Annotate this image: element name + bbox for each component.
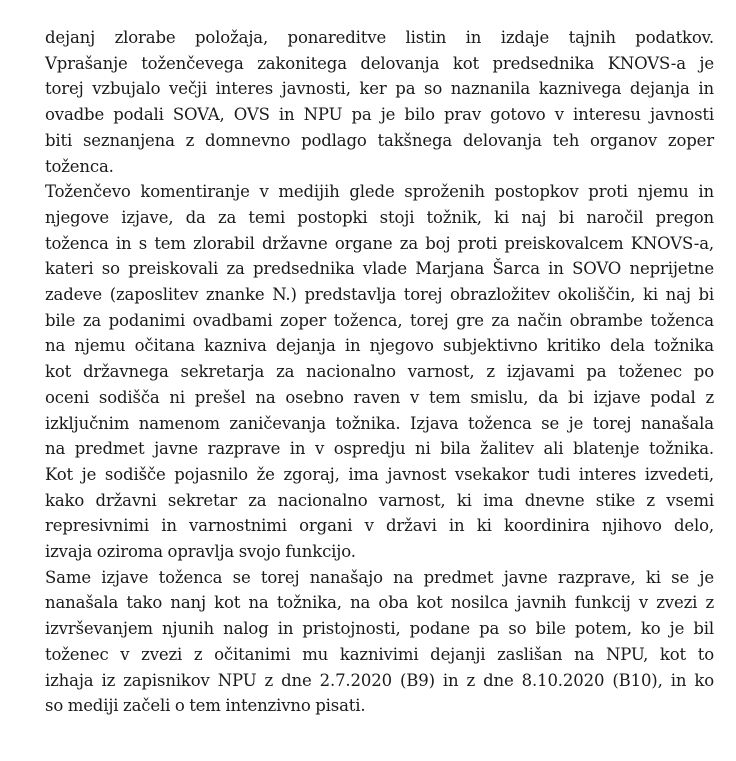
- paragraph-3: [45, 565, 714, 719]
- text-line: bile za podanimi ovadbami zoper toženca, torej gre za način obrambe toženca: [45, 310, 714, 330]
- text-line: torej vzbujalo večji interes javnosti, ker pa so naznanila kaznivega dejanja in: [45, 79, 714, 99]
- text-line: oceni sodišča ni prešel na osebno raven v tem smislu, da bi izjave podal z: [45, 387, 714, 407]
- text-line: Vprašanje toženčevega zakonitega delovanja kot predsednika KNOVS-a je: [45, 53, 714, 73]
- text-line: izvaja oziroma opravlja svojo funkcijo.: [45, 542, 356, 562]
- text-line: na predmet javne razprave in v ospredju ni bila žalitev ali blatenje tožnika.: [45, 439, 714, 459]
- text-line: toženca.: [45, 156, 114, 176]
- text-line: toženec v zvezi z očitanimi mu kaznivimi dejanji zaslišan na NPU, kot to: [45, 644, 714, 664]
- text-line: izvrševanjem njunih nalog in pristojnosti, podane pa so bile potem, ko je bil: [45, 619, 714, 639]
- paragraph-2: [45, 179, 714, 565]
- text-line: ovadbe podali SOVA, OVS in NPU pa je bilo prav gotovo v interesu javnosti: [45, 105, 714, 125]
- text-line: dejanj zlorabe položaja, ponareditve listin in izdaje tajnih podatkov.: [45, 28, 714, 47]
- text-line: na njemu očitana kazniva dejanja in njegovo subjektivno kritiko dela tožnika: [45, 336, 714, 356]
- text-line: kako državni sekretar za nacionalno varnost, ki ima dnevne stike z vsemi: [45, 490, 714, 510]
- text-line: so mediji začeli o tem intenzivno pisati.: [45, 696, 366, 716]
- text-line: Toženčevo komentiranje v medijih glede sproženih postopkov proti njemu in: [45, 182, 714, 202]
- text-line: nanašala tako nanj kot na tožnika, na oba kot nosilca javnih funkcij v zvezi z: [45, 593, 714, 613]
- text-line: izključnim namenom zaničevanja tožnika. Izjava toženca se je torej nanašala: [45, 413, 714, 433]
- text-line: biti seznanjena z domnevno podlago takšnega delovanja teh organov zoper: [45, 130, 714, 150]
- text-line: izhaja iz zapisnikov NPU z dne 2.7.2020 (B9) in z dne 8.10.2020 (B10), in ko: [45, 670, 714, 690]
- text-line: represivnimi in varnostnimi organi v državi in ki koordinira njihovo delo,: [45, 516, 714, 536]
- text-line: Same izjave toženca se torej nanašajo na predmet javne razprave, ki se je: [45, 567, 714, 587]
- text-line: kot državnega sekretarja za nacionalno varnost, z izjavami pa toženec po: [45, 362, 714, 382]
- paragraph-1: [45, 25, 714, 179]
- text-line: toženca in s tem zlorabil državne organe za boj proti preiskovalcem KNOVS-a,: [45, 233, 714, 253]
- text-line: zadeve (zaposlitev znanke N.) predstavlja torej obrazložitev okoliščin, ki naj bi: [45, 285, 714, 305]
- text-line: kateri so preiskovali za predsednika vlade Marjana Šarca in SOVO neprijetne: [45, 259, 714, 279]
- text-line: Kot je sodišče pojasnilo že zgoraj, ima javnost vsekakor tudi interes izvedeti,: [45, 464, 714, 484]
- text-line: njegove izjave, da za temi postopki stoji tožnik, ki naj bi naročil pregon: [45, 207, 714, 227]
